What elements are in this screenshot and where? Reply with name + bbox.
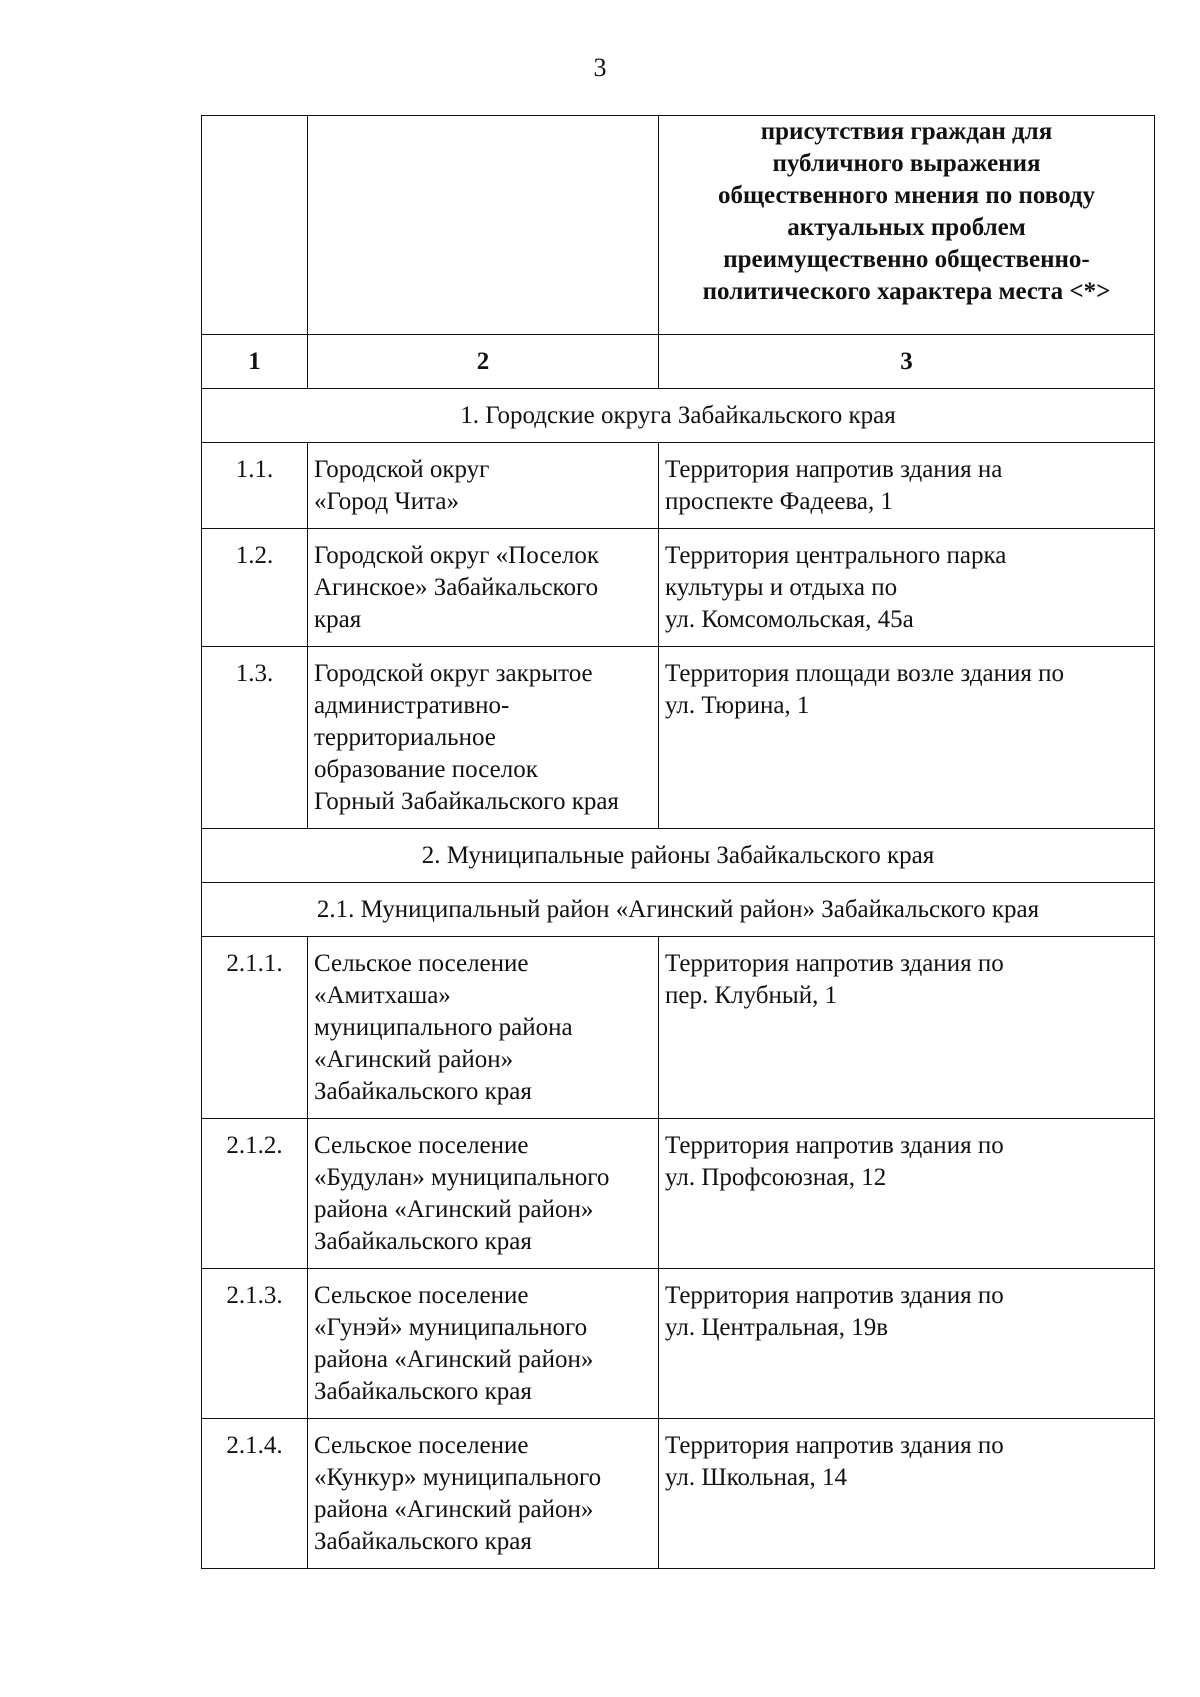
header-line: общественного мнения по поводу [717, 182, 1096, 209]
place-description-line: Территория площади возле здания по [665, 660, 1065, 687]
row-number: 1.3. [202, 647, 308, 829]
table-row [202, 529, 1155, 647]
municipality-name-line: Забайкальского края [314, 1528, 532, 1555]
municipality-name-line: района «Агинский район» [314, 1346, 594, 1373]
place-description-line: Территория напротив здания по [665, 1132, 1004, 1159]
place-description [659, 647, 1155, 829]
column-number-row [202, 335, 1155, 389]
header-line: политического характера места <*> [702, 278, 1111, 305]
section-row [202, 883, 1155, 937]
municipality-name [308, 1269, 659, 1419]
table-row [202, 937, 1155, 1119]
municipality-name [308, 443, 659, 529]
municipality-name-line: Сельское поселение [314, 950, 529, 977]
municipality-name-line: «Город Чита» [314, 488, 459, 515]
header-line: публичного выражения [772, 150, 1041, 177]
municipality-name [308, 1119, 659, 1269]
municipality-name-line: Городской округ закрытое [314, 660, 593, 687]
table-row [202, 1119, 1155, 1269]
place-description [659, 937, 1155, 1119]
place-description [659, 1119, 1155, 1269]
column-number-3: 3 [659, 335, 1155, 389]
municipality-name [308, 937, 659, 1119]
place-description-line: ул. Школьная, 14 [665, 1464, 847, 1491]
row-number: 1.2. [202, 529, 308, 647]
municipality-name-line: района «Агинский район» [314, 1196, 594, 1223]
table-row [202, 1419, 1155, 1569]
header-cell-3 [659, 116, 1155, 335]
row-number: 1.1. [202, 443, 308, 529]
page-number: 3 [593, 53, 607, 82]
column-number-2: 2 [308, 335, 659, 389]
section-title: 1. Городские округа Забайкальского края [202, 389, 1155, 443]
place-description [659, 443, 1155, 529]
place-description-line: ул. Центральная, 19в [665, 1314, 889, 1341]
municipality-name-line: Забайкальского края [314, 1078, 532, 1105]
table-body [202, 116, 1155, 1569]
municipality-name-line: Забайкальского края [314, 1228, 532, 1255]
table-header-row [202, 116, 1155, 335]
place-description-line: пер. Клубный, 1 [665, 982, 838, 1009]
row-number: 2.1.1. [202, 937, 308, 1119]
place-description-line: проспекте Фадеева, 1 [665, 488, 893, 515]
place-description-line: ул. Профсоюзная, 12 [665, 1164, 887, 1191]
municipality-name-line: Сельское поселение [314, 1282, 529, 1309]
municipality-name [308, 647, 659, 829]
place-description [659, 1269, 1155, 1419]
header-cell-2 [308, 116, 659, 335]
municipality-name-line: административно- [314, 692, 510, 719]
section-row [202, 829, 1155, 883]
place-description-line: Территория напротив здания по [665, 1282, 1004, 1309]
table-row [202, 443, 1155, 529]
place-description-line: культуры и отдыха по [665, 574, 898, 601]
municipality-name-line: образование поселок [314, 756, 538, 783]
place-description-line: Территория напротив здания по [665, 1432, 1004, 1459]
place-description-line: ул. Тюрина, 1 [665, 692, 810, 719]
table-row [202, 647, 1155, 829]
municipality-name-line: Сельское поселение [314, 1132, 529, 1159]
row-number: 2.1.3. [202, 1269, 308, 1419]
municipality-name-line: Горный Забайкальского края [314, 788, 619, 815]
municipality-name [308, 529, 659, 647]
municipality-name-line: края [314, 606, 362, 633]
municipality-name-line: Городской округ «Поселок [314, 542, 599, 569]
row-number: 2.1.2. [202, 1119, 308, 1269]
section-title: 2. Муниципальные районы Забайкальского края [202, 829, 1155, 883]
municipality-name-line: Сельское поселение [314, 1432, 529, 1459]
municipality-name-line: «Кункур» муниципального [314, 1464, 602, 1491]
municipality-name-line: района «Агинский район» [314, 1496, 594, 1523]
municipality-name-line: Забайкальского края [314, 1378, 532, 1405]
municipality-name-line: «Агинский район» [314, 1046, 514, 1073]
table-row [202, 1269, 1155, 1419]
header-line: актуальных проблем [787, 214, 1026, 241]
place-description-line: Территория центрального парка [665, 542, 1007, 569]
municipality-name-line: «Будулан» муниципального [314, 1164, 610, 1191]
places-table [201, 115, 1155, 1569]
municipality-name-line: Городской округ [314, 456, 490, 483]
municipality-name-line: муниципального района [314, 1014, 573, 1041]
place-description-line: ул. Комсомольская, 45а [665, 606, 914, 633]
header-cell-1 [202, 116, 308, 335]
header-line: преимущественно общественно- [723, 246, 1090, 273]
place-description [659, 529, 1155, 647]
place-description-line: Территория напротив здания по [665, 950, 1004, 977]
place-description-line: Территория напротив здания на [665, 456, 1003, 483]
municipality-name-line: «Амитхаша» [314, 982, 451, 1009]
place-description [659, 1419, 1155, 1569]
municipality-name [308, 1419, 659, 1569]
section-title: 2.1. Муниципальный район «Агинский район» Забайкальского края [202, 883, 1155, 937]
municipality-name-line: «Гунэй» муниципального [314, 1314, 588, 1341]
row-number: 2.1.4. [202, 1419, 308, 1569]
column-number-1: 1 [202, 335, 308, 389]
municipality-name-line: территориальное [314, 724, 496, 751]
section-row [202, 389, 1155, 443]
header-line: присутствия граждан для [760, 118, 1053, 145]
municipality-name-line: Агинское» Забайкальского [314, 574, 599, 601]
